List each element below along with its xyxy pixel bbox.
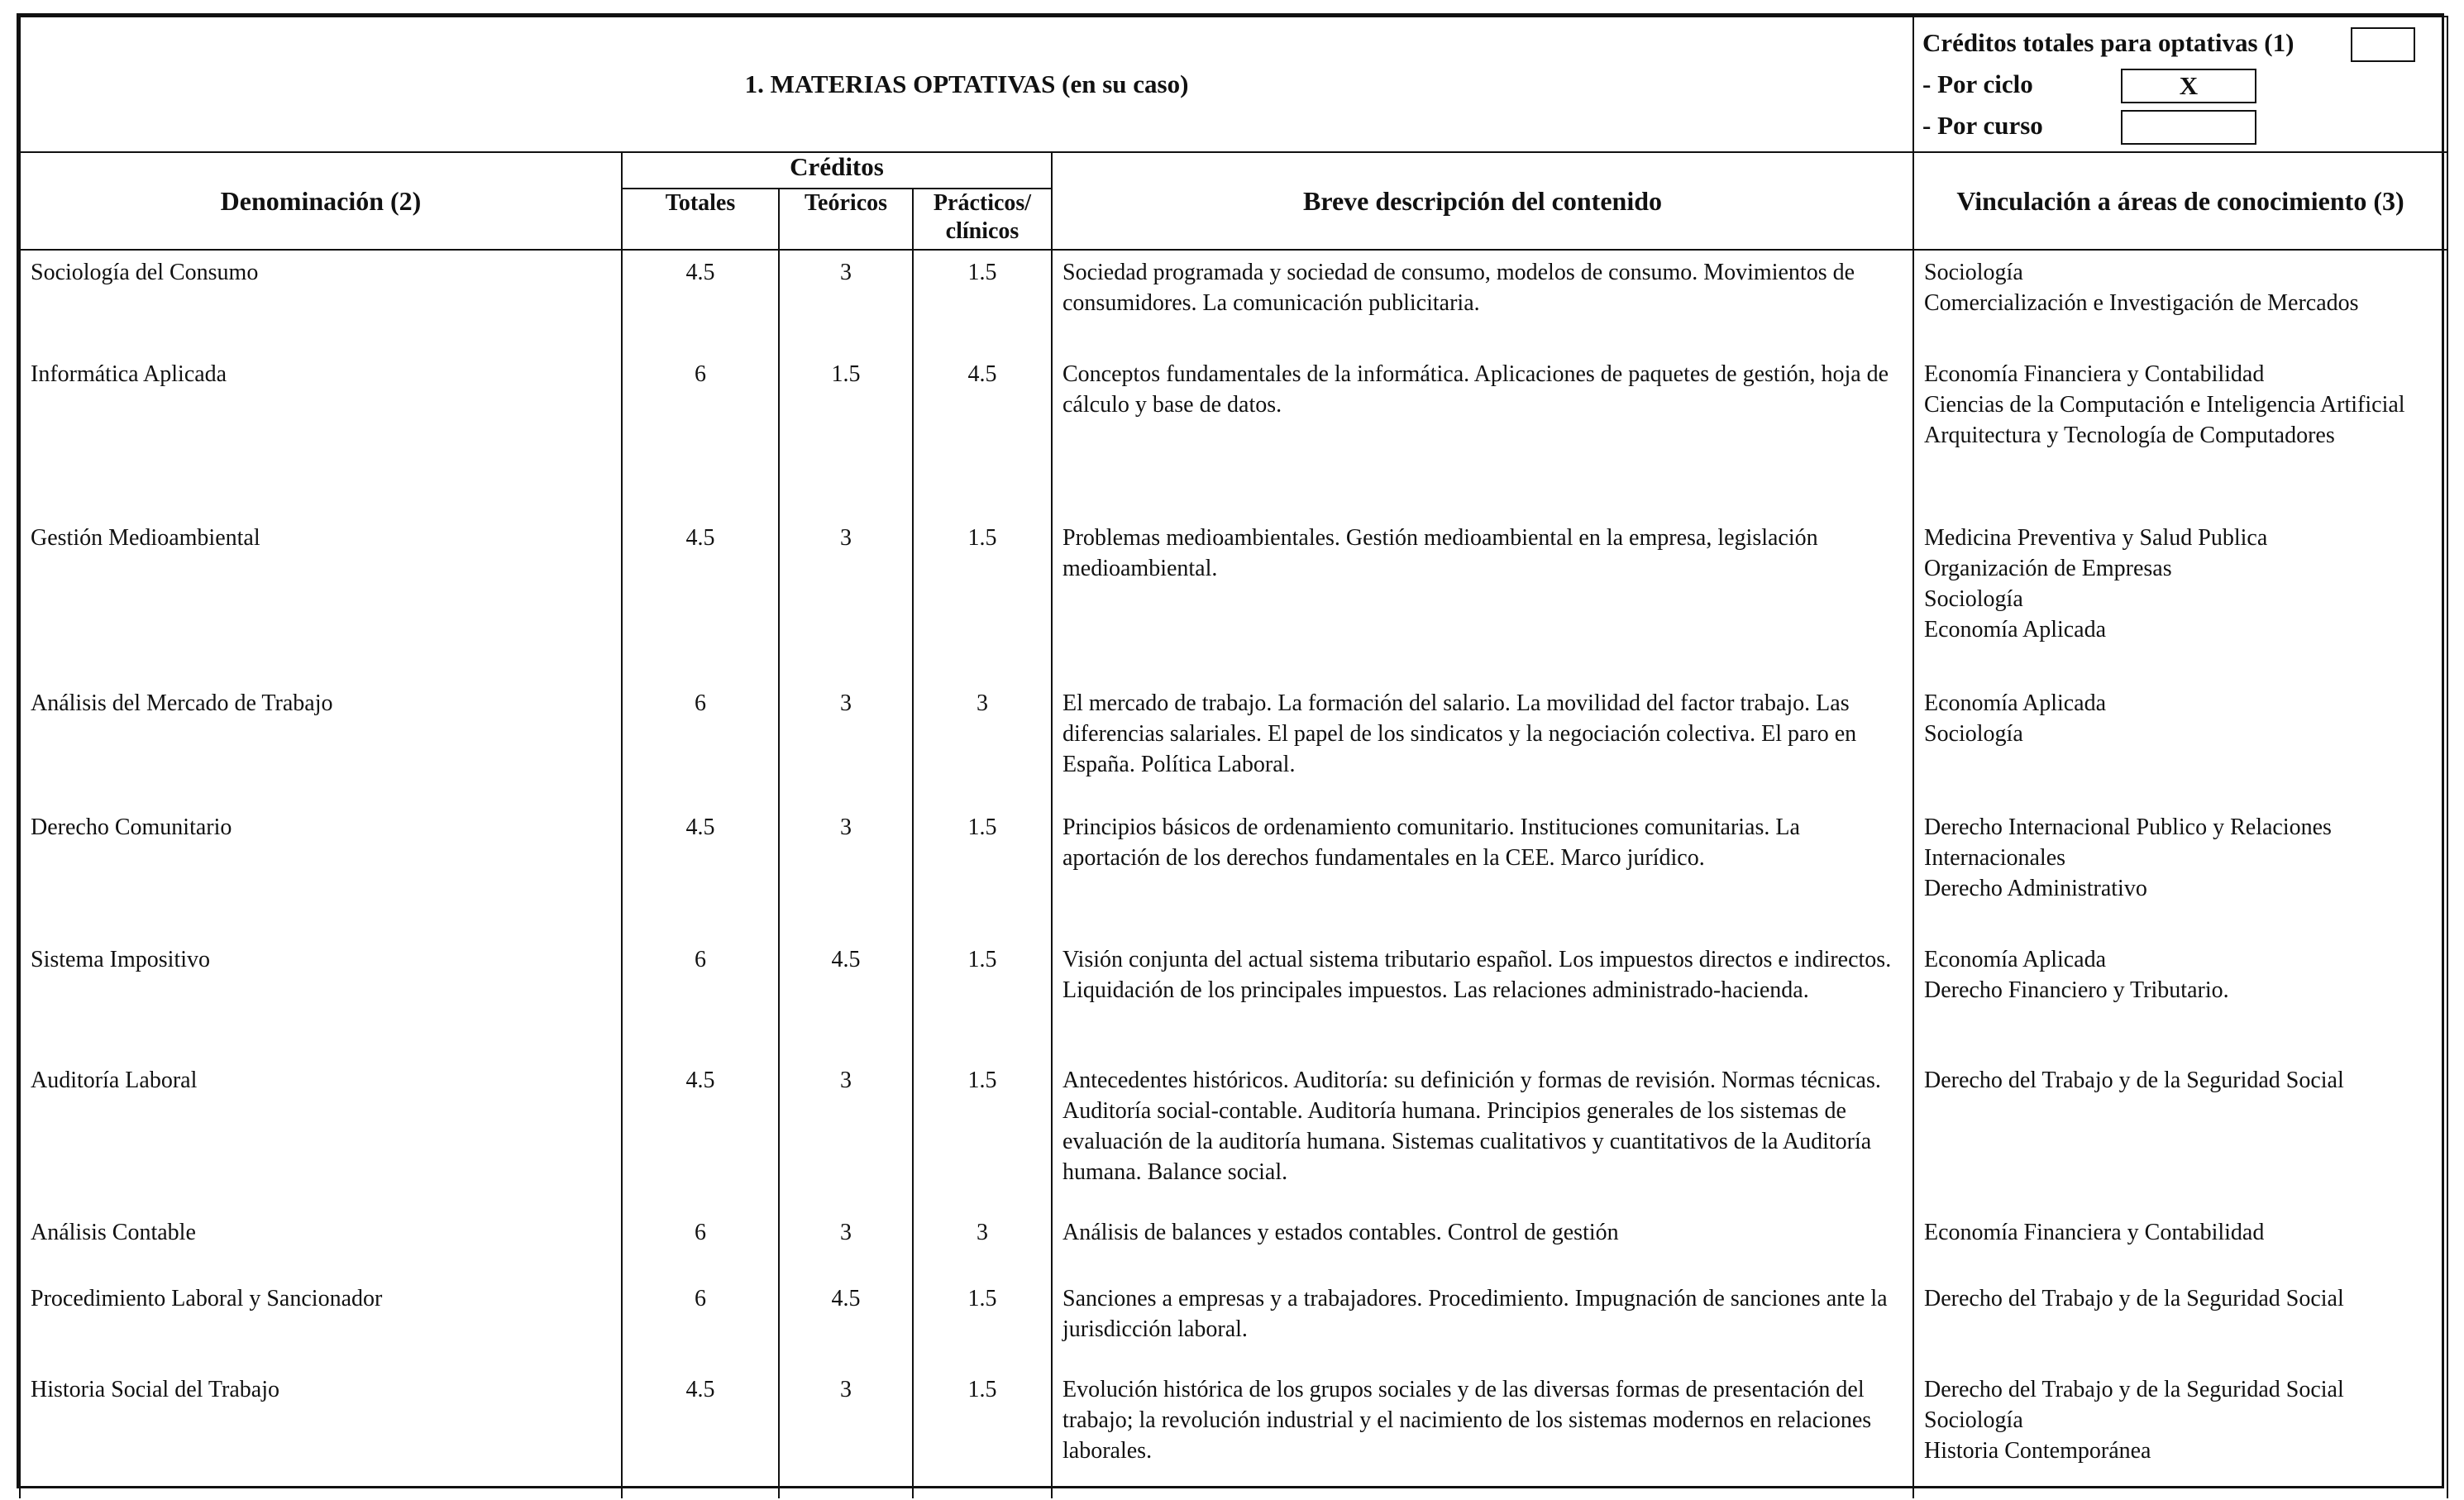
- area-item: Medicina Preventiva y Salud Publica: [1924, 525, 2268, 551]
- area-item: Sociología: [1924, 586, 2023, 612]
- row-practicos: 4.5: [913, 352, 1052, 516]
- row-teoricos: 3: [779, 516, 913, 681]
- col-practicos-line2: clínicos: [945, 218, 1020, 244]
- row-practicos: 1.5: [913, 1058, 1052, 1211]
- row-description: Problemas medioambientales. Gestión medioambiental en la empresa, legislación medioambiental.: [1052, 516, 1913, 681]
- area-item: Economía Financiera y Contabilidad: [1924, 1220, 2265, 1245]
- row-teoricos: 4.5: [779, 1277, 913, 1368]
- area-item: Sociología: [1924, 1407, 2023, 1433]
- row-name: Análisis Contable: [20, 1211, 622, 1277]
- por-ciclo-box[interactable]: X: [2121, 69, 2256, 103]
- row-name: Procedimiento Laboral y Sancionador: [20, 1277, 622, 1368]
- table-row: [20, 516, 2447, 681]
- col-teoricos: Teóricos: [779, 189, 913, 250]
- col-denominacion: Denominación (2): [20, 152, 622, 250]
- area-item: Arquitectura y Tecnología de Computadores: [1924, 423, 2335, 448]
- area-item: Sociología: [1924, 260, 2023, 285]
- table-row: [20, 681, 2447, 805]
- row-teoricos: 4.5: [779, 938, 913, 1058]
- table-row: [20, 1211, 2447, 1277]
- row-description: Visión conjunta del actual sistema tributario español. Los impuestos directos e indirectos. Liquidación de los principales impuestos. Las relaciones administrado-hacienda.: [1052, 938, 1913, 1058]
- area-item: Economía Aplicada: [1924, 690, 2107, 716]
- row-teoricos: 1.5: [779, 352, 913, 516]
- row-name: Auditoría Laboral: [20, 1058, 622, 1211]
- credits-total-box[interactable]: [2351, 27, 2415, 62]
- row-areas: [1913, 1058, 2447, 1211]
- area-item: Derecho del Trabajo y de la Seguridad Social: [1924, 1068, 2344, 1093]
- por-curso-box[interactable]: [2121, 110, 2256, 145]
- area-item: Organización de Empresas: [1924, 556, 2172, 581]
- row-description: Sociedad programada y sociedad de consumo, modelos de consumo. Movimientos de consumidores. La comunicación publicitaria.: [1052, 250, 1913, 352]
- area-item: Economía Aplicada: [1924, 947, 2107, 972]
- col-totales: Totales: [622, 189, 779, 250]
- area-item: Economía Financiera y Contabilidad: [1924, 361, 2265, 387]
- credits-total-line: [1922, 22, 2438, 64]
- row-name: Gestión Medioambiental: [20, 516, 622, 681]
- row-areas: [1913, 1211, 2447, 1277]
- row-areas: [1913, 516, 2447, 681]
- area-item: Sociología: [1924, 721, 2023, 747]
- row-totales: 4.5: [622, 805, 779, 938]
- table-body: [20, 250, 2447, 1498]
- row-totales: 6: [622, 1211, 779, 1277]
- row-practicos: 3: [913, 681, 1052, 805]
- row-description: Sanciones a empresas y a trabajadores. Procedimiento. Impugnación de sanciones ante la jurisdicción laboral.: [1052, 1277, 1913, 1368]
- row-name: Sistema Impositivo: [20, 938, 622, 1058]
- row-areas: [1913, 938, 2447, 1058]
- row-totales: 4.5: [622, 1058, 779, 1211]
- col-vinculacion: Vinculación a áreas de conocimiento (3): [1913, 152, 2447, 250]
- row-areas: [1913, 1277, 2447, 1368]
- row-areas: [1913, 352, 2447, 516]
- row-description: Conceptos fundamentales de la informática. Aplicaciones de paquetes de gestión, hoja de cálculo y base de datos.: [1052, 352, 1913, 516]
- table-row: [20, 805, 2447, 938]
- table-row: [20, 1368, 2447, 1498]
- col-creditos: Créditos: [622, 152, 1052, 189]
- por-curso-label: - Por curso: [1922, 111, 2043, 140]
- optativas-table: [19, 16, 2448, 1498]
- row-totales: 6: [622, 681, 779, 805]
- row-description: Principios básicos de ordenamiento comunitario. Instituciones comunitarias. La aportación de los derechos fundamentales en la CEE. Marco jurídico.: [1052, 805, 1913, 938]
- area-item: Historia Contemporánea: [1924, 1438, 2151, 1464]
- row-teoricos: 3: [779, 805, 913, 938]
- area-item: Derecho del Trabajo y de la Seguridad Social: [1924, 1286, 2344, 1311]
- table-row: [20, 938, 2447, 1058]
- row-description: Evolución histórica de los grupos sociales y de las diversas formas de presentación del trabajo; la revolución industrial y el nacimiento de los sistemas modernos en relaciones laborales.: [1052, 1368, 1913, 1498]
- area-item: Derecho Internacional Publico y Relaciones Internacionales: [1924, 814, 2332, 871]
- row-practicos: 1.5: [913, 516, 1052, 681]
- row-totales: 4.5: [622, 250, 779, 352]
- table-row: [20, 1277, 2447, 1368]
- row-name: Análisis del Mercado de Trabajo: [20, 681, 622, 805]
- row-practicos: 1.5: [913, 805, 1052, 938]
- row-practicos: 1.5: [913, 1368, 1052, 1498]
- row-practicos: 1.5: [913, 938, 1052, 1058]
- row-areas: [1913, 805, 2447, 938]
- credits-summary: [1913, 17, 2447, 152]
- row-description: El mercado de trabajo. La formación del salario. La movilidad del factor trabajo. Las diferencias salariales. El papel de los sindicatos y la negociación colectiva. El paro en España. Política Laboral.: [1052, 681, 1913, 805]
- row-description: Análisis de balances y estados contables. Control de gestión: [1052, 1211, 1913, 1277]
- credits-total-label: Créditos totales para optativas (1): [1922, 28, 2294, 57]
- area-item: Ciencias de la Computación e Inteligencia Artificial: [1924, 392, 2405, 418]
- area-item: Derecho Financiero y Tributario.: [1924, 977, 2229, 1003]
- row-name: Derecho Comunitario: [20, 805, 622, 938]
- row-teoricos: 3: [779, 1058, 913, 1211]
- row-totales: 6: [622, 938, 779, 1058]
- row-areas: [1913, 1368, 2447, 1498]
- section-title: 1. MATERIAS OPTATIVAS (en su caso): [20, 17, 1913, 152]
- row-teoricos: 3: [779, 250, 913, 352]
- row-teoricos: 3: [779, 1368, 913, 1498]
- col-descripcion: Breve descripción del contenido: [1052, 152, 1913, 250]
- col-practicos: [913, 189, 1052, 250]
- por-curso-line: [1922, 105, 2438, 146]
- row-name: Informática Aplicada: [20, 352, 622, 516]
- table-row: [20, 352, 2447, 516]
- area-item: Economía Aplicada: [1924, 617, 2107, 643]
- row-totales: 6: [622, 352, 779, 516]
- row-totales: 4.5: [622, 1368, 779, 1498]
- row-practicos: 1.5: [913, 1277, 1052, 1368]
- area-item: Comercialización e Investigación de Mercados: [1924, 290, 2359, 316]
- por-ciclo-line: [1922, 64, 2438, 105]
- row-teoricos: 3: [779, 681, 913, 805]
- row-description: Antecedentes históricos. Auditoría: su definición y formas de revisión. Normas técnicas. Auditoría social-contable. Auditoría humana. Principios generales de los sistemas de evaluación de la auditoría humana. Sistemas cualitativos y cuantitativos de la Auditoría humana. Balance social.: [1052, 1058, 1913, 1211]
- optativas-form: [17, 13, 2444, 1488]
- row-practicos: 1.5: [913, 250, 1052, 352]
- col-practicos-line1: Prácticos/: [933, 190, 1032, 216]
- area-item: Derecho del Trabajo y de la Seguridad Social: [1924, 1377, 2344, 1402]
- row-name: Historia Social del Trabajo: [20, 1368, 622, 1498]
- area-item: Derecho Administrativo: [1924, 876, 2147, 901]
- row-teoricos: 3: [779, 1211, 913, 1277]
- row-areas: [1913, 681, 2447, 805]
- table-row: [20, 250, 2447, 352]
- table-row: [20, 1058, 2447, 1211]
- por-ciclo-label: - Por ciclo: [1922, 69, 2033, 98]
- row-name: Sociología del Consumo: [20, 250, 622, 352]
- row-areas: [1913, 250, 2447, 352]
- row-practicos: 3: [913, 1211, 1052, 1277]
- row-totales: 6: [622, 1277, 779, 1368]
- row-totales: 4.5: [622, 516, 779, 681]
